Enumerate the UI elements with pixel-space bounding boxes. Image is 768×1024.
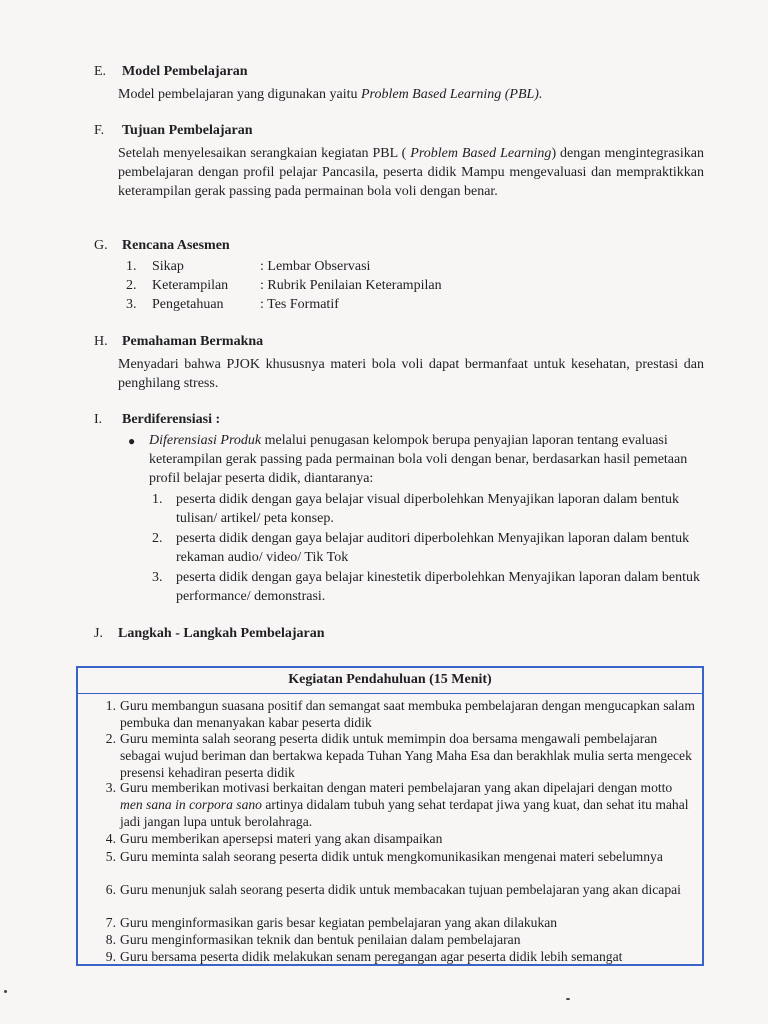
section-heading: Berdiferensiasi : <box>122 412 221 427</box>
section-letter: I. <box>94 412 103 427</box>
section-heading: Model Pembelajaran <box>122 64 248 79</box>
section-text: Menyadari bahwa PJOK khususnya materi bola voli dapat bermanfaat untuk kesehatan, prestasi dan penghilang stress. <box>118 357 704 391</box>
section-heading: Rencana Asesmen <box>122 238 230 253</box>
section-letter: H. <box>94 334 108 349</box>
differentiation-lead: Diferensiasi Produk melalui penugasan kelompok berupa penyajian laporan tentang evaluasi keterampilan gerak passing pada permainan bola voli dengan benar, berdasarkan hasil pemetaan profil belajar peserta didik, diantaranya: <box>149 433 688 486</box>
section-heading: Pemahaman Bermakna <box>122 334 264 349</box>
scan-speck <box>4 990 7 993</box>
section-text: Model pembelajaran yang digunakan yaitu Problem Based Learning (PBL). <box>118 87 543 102</box>
section-text: Setelah menyelesaikan serangkaian kegiatan PBL ( Problem Based Learning) dengan mengintegrasikan pembelajaran dengan profil pelajar Pancasila, peserta didik Mampu mengevaluasi dan mempraktikkan keterampilan gerak passing pada permainan bola voli dengan benar. <box>118 146 704 199</box>
section-letter: G. <box>94 238 108 253</box>
table-header: Kegiatan Pendahuluan (15 Menit) <box>78 668 702 694</box>
section-letter: J. <box>94 626 103 641</box>
section-heading: Tujuan Pembelajaran <box>122 123 253 138</box>
activity-table: Kegiatan Pendahuluan (15 Menit) 1. Guru membangun suasana positif dan semangat saat membuka pembelajaran dengan mengucapkan salam pembuka dan menanyakan kabar peserta didik 2. Guru meminta salah seorang peserta didik untuk memimpin doa bersama mengawali pembelajaran sebagai wujud beriman dan bertakwa kepada Tuhan Yang Maha Esa dan berakhlak mulia serta mengecek presensi kehadiran peserta didik 3. Guru memberikan motivasi berkaitan dengan materi pembelajaran yang akan dipelajari dengan motto men sana in corpora sano artinya didalam tubuh yang sehat terdapat jiwa yang kuat, dan sehat itu mahal jadi jangan lupa untuk berolahraga. 4. Guru memberikan apersepsi materi yang akan disampaikan 5. Guru meminta salah seorang peserta didik untuk mengkomunikasikan mengenai materi sebelumnya 6. Guru menunjuk salah seorang peserta didik untuk membacakan tujuan pembelajaran yang akan dicapai 7. Guru menginformasikan garis besar kegiatan pembelajaran yang akan dilakukan 8. Guru menginformasikan teknik dan bentuk penilaian dalam pembelajaran 9. Guru bersama peserta didik melakukan senam peregangan agar peserta didik lebih semangat <box>76 666 704 966</box>
section-heading: Langkah - Langkah Pembelajaran <box>118 626 325 641</box>
section-letter: E. <box>94 64 107 79</box>
bullet-icon: ● <box>128 434 136 448</box>
scan-speck <box>566 998 570 1000</box>
section-letter: F. <box>94 123 105 138</box>
document-page: E. Model Pembelajaran Model pembelajaran yang digunakan yaitu Problem Based Learning (PBL). F. Tujuan Pembelajaran Setelah menyelesaikan serangkaian kegiatan PBL ( Problem Based Learning) dengan mengintegrasikan pembelajaran dengan profil pelajar Pancasila, peserta didik Mampu mengevaluasi dan mempraktikkan keterampilan gerak passing pada permainan bola voli dengan benar. G. Rencana Asesmen 1. Sikap : Lembar Observasi 2. Keterampilan : Rubrik Penilaian Keterampilan 3. Pengetahuan : Tes Formatif H. Pemahaman Bermakna Menyadari bahwa PJOK khususnya materi bola voli dapat bermanfaat untuk kesehatan, prestasi dan penghilang stress. I. Berdiferensiasi : ● Diferensiasi Produk melalui penugasan kelompok berupa penyajian laporan tentang evaluasi keterampilan gerak passing pada permainan bola voli dengan benar, berdasarkan hasil pemetaan profil belajar peserta didik, diantaranya: 1. peserta didik dengan gaya belajar visual diperbolehkan Menyajikan laporan dalam bentuk tulisan/ artikel/ peta konsep. 2. peserta didik dengan gaya belajar auditori diperbolehkan Menyajikan laporan dalam bentuk rekaman audio/ video/ Tik Tok 3. peserta didik dengan gaya belajar kinestetik diperbolehkan Menyajikan laporan dalam bentuk performance/ demonstrasi. J. Langkah - Langkah Pembelajaran Kegiatan Pendahuluan (15 Menit) 1. Guru membangun suasana positif dan semangat saat membuka pembelajaran dengan mengucapkan salam pembuka dan menanyakan kabar peserta didik 2. Guru meminta salah seorang peserta didik untuk memimpin doa bersama mengawali pembelajaran sebagai wujud beriman dan bertakwa kepada Tuhan Yang Maha Esa dan berakhlak mulia serta mengecek presensi kehadiran peserta didik 3. Guru memberikan motivasi berkaitan dengan materi pembelajaran yang akan dipelajari dengan motto men sana in corpora sano artinya didalam tubuh yang sehat terdapat jiwa yang kuat, dan sehat itu mahal jadi jangan lupa untuk berolahraga. 4. Guru memberikan apersepsi materi yang akan disampaikan 5. Guru meminta salah seorang peserta didik untuk mengkomunikasikan mengenai materi sebelumnya 6. Guru menunjuk salah seorang peserta didik untuk membacakan tujuan pembelajaran yang akan dicapai 7. Guru menginformasikan garis besar kegiatan pembelajaran yang akan dilakukan 8. Guru menginformasikan teknik dan bentuk penilaian dalam pembelajaran 9. Guru bersama peserta didik melakukan senam peregangan agar peserta didik lebih semangat <box>0 0 768 1024</box>
